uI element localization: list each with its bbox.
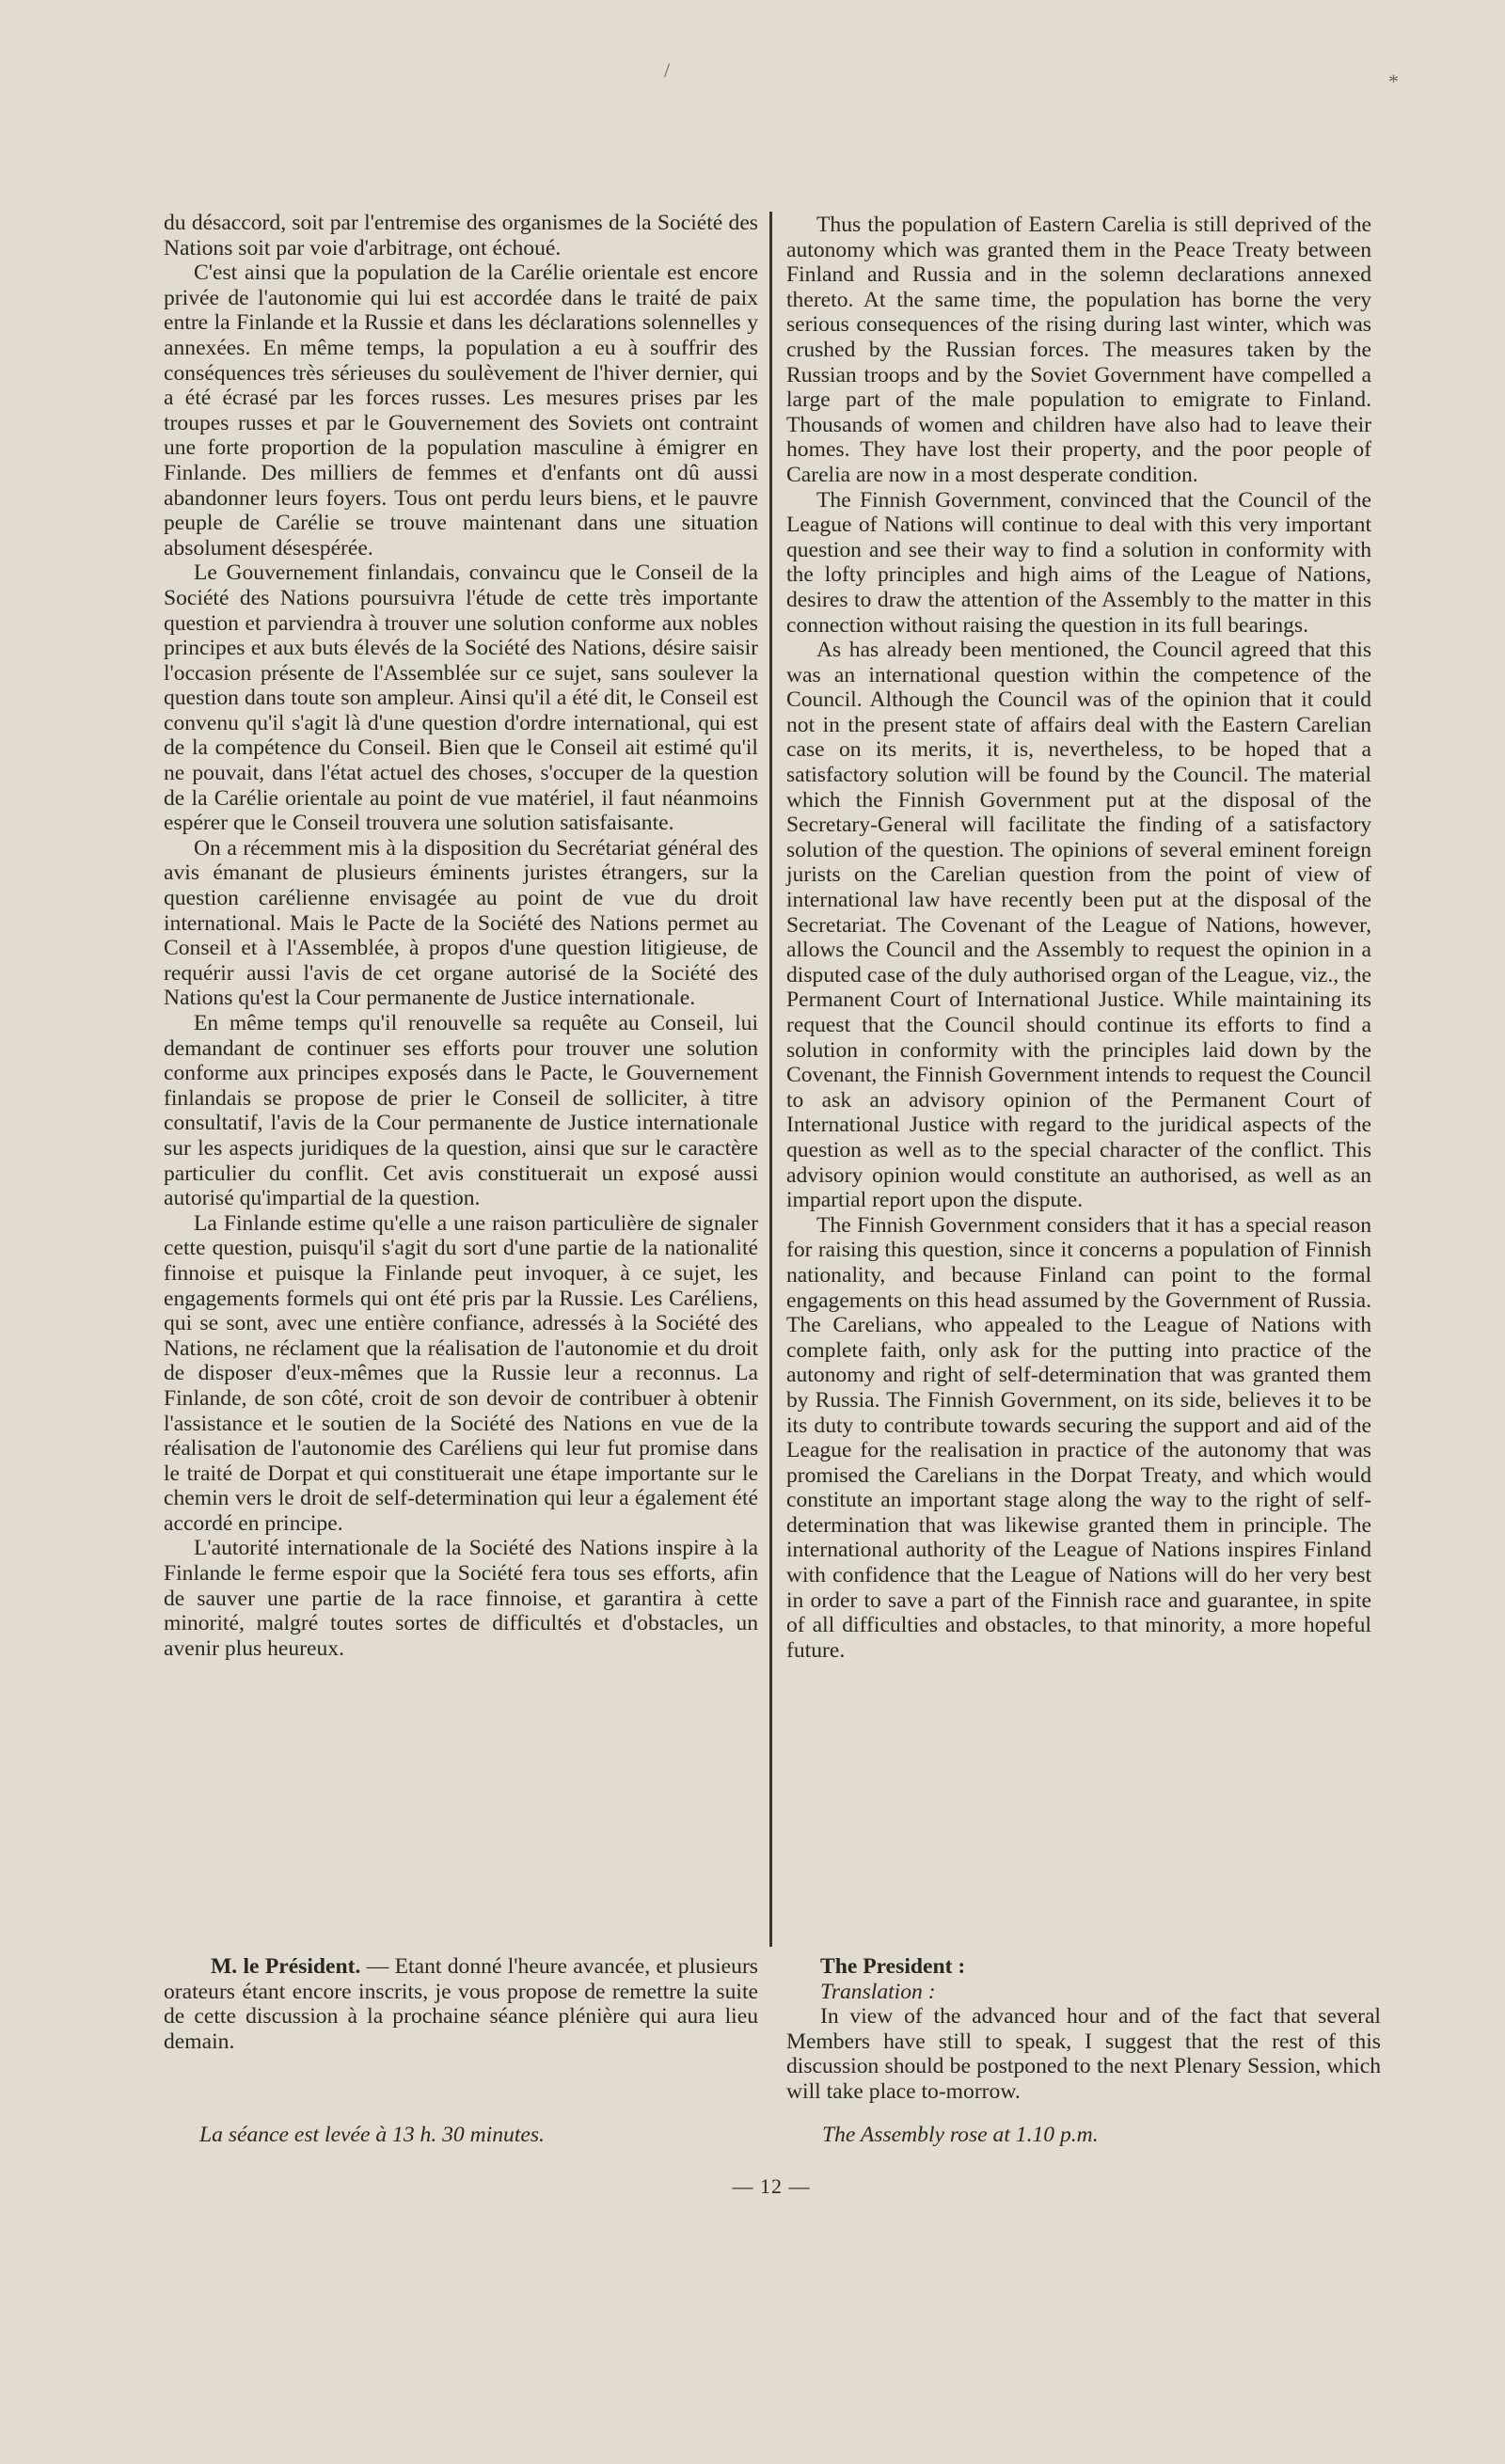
fr-paragraph: L'autorité internationale de la Société des Nations inspire à la Finlande le ferme espoir que la Société fera tous ses efforts, afin de sauver une partie de la race finnoise, et garantira à cette minorité, malgré toutes sortes de difficultés et d'obstacles, un avenir plus heureux. — [164, 1536, 758, 1661]
en-president-text: In view of the advanced hour and of the fact that several Members have still to speak, I suggest that the rest of this discussion should be postponed to the next Plenary Session, which will take place to-morrow. — [786, 2004, 1381, 2104]
fr-paragraph: En même temps qu'il renouvelle sa requête au Conseil, lui demandant de continuer ses efforts pour trouver une solution conforme aux principes exposés dans le Pacte, le Gouvernement finlandais se propose de prier le Conseil de solliciter, à titre consultatif, l'avis de la Cour permanente de Justice internationale sur les aspects juridiques de la question, ainsi que sur le caractère particulier du conflit. Cet avis constituerait un exposé aussi autorisé qu'impartial de la question. — [164, 1011, 758, 1211]
translation-label: Translation : — [820, 1979, 936, 2004]
fr-president-remark — [164, 1954, 758, 2054]
en-paragraph: As has already been mentioned, the Council agreed that this was an international question within the competence of the Council. Although the Council was of the opinion that it could not in the present state of affairs deal with the Eastern Carelian case on its merits, it is, nevertheless, to be hoped that a satisfactory solution will be found by the Council. The material which the Finnish Government put at the disposal of the Secretary-General will facilitate the finding of a satisfactory solution of the question. The opinions of several eminent foreign jurists on the Carelian question from the point of view of international law have recently been put at the disposal of the Secretariat. The Covenant of the League of Nations, however, allows the Council and the Assembly to request the opinion in a disputed case of the duly authorised organ of the League, viz., the Permanent Court of International Justice. While maintaining its request that the Council should continue its efforts to find a solution in conformity with the principles laid down by the Covenant, the Finnish Government intends to request the Council to ask an advisory opinion of the Permanent Court of International Justice with regard to the juridical aspects of the question as well as to the special character of the conflict. This advisory opinion would constitute an authorised, as well as an impartial report upon the dispute. — [786, 638, 1371, 1213]
fr-paragraph: Le Gouvernement finlandais, convaincu que le Conseil de la Société des Nations poursuivra l'étude de cette très importante question et parviendra à trouver une solution conforme aux nobles principes et aux buts élevés de la Société des Nations, désire saisir l'occasion présente de l'Assemblée sur ce sujet, sans soulever la question dans toute son ampleur. Ainsi qu'il a été dit, le Conseil est convenu qu'il s'agit là d'une question d'ordre international, qui est de la compétence du Conseil. Bien que le Conseil ait estimé qu'il ne pouvait, dans l'état actuel des choses, s'occuper de la question de la Carélie orientale au point de vue matériel, il faut néanmoins espérer que le Conseil trouvera une solution satisfaisante. — [164, 561, 758, 836]
fr-paragraph: La Finlande estime qu'elle a une raison particulière de signaler cette question, puisqu'il s'agit du sort d'une partie de la nationalité finnoise et puisque la Finlande peut invoquer, à ce sujet, les engagements formels qui ont été pris par la Russie. Les Caréliens, qui se sont, avec une entière confiance, adressés à la Société des Nations, ne réclament que la réalisation de l'autonomie et du droit de disposer d'eux-mêmes que la Russie leur a reconnus. La Finlande, de son côté, croit de son devoir de contribuer à obtenir l'assistance et le soutien de la Société des Nations en vue de la réalisation de l'autonomie des Caréliens qui leur fut promise dans le traité de Dorpat et qui constituerait une étape importante sur le chemin vers le droit de self-determination qui leur a également été accordé en principe. — [164, 1210, 758, 1536]
fr-speaker: M. le Président. — [211, 1954, 361, 1979]
corner-mark: * — [1388, 70, 1399, 93]
fr-adjournment: La séance est levée à 13 h. 30 minutes. — [199, 2123, 545, 2147]
en-adjournment: The Assembly rose at 1.10 p.m. — [822, 2123, 1099, 2147]
en-paragraph: Thus the population of Eastern Carelia is still deprived of the autonomy which was granted them in the Peace Treaty between Finland and Russia and in the solemn declarations annexed thereto. At the same time, the population has borne the very serious consequences of the rising during last winter, which was crushed by the Russian forces. The measures taken by the Russian troops and by the Soviet Government have compelled a large part of the male population to emigrate to Finland. Thousands of women and children have also had to leave their homes. They have lost their property, and the poor people of Carelia are now in a most desperate condition. — [786, 213, 1371, 487]
fr-paragraph: On a récemment mis à la disposition du Secrétariat général des avis émanant de plusieurs éminents juristes étrangers, sur la question carélienne envisagée au point de vue du droit international. Mais le Pacte de la Société des Nations permet au Conseil et à l'Assemblée, à propos d'une question litigieuse, de requérir aussi l'avis de cet organe autorisé de la Société des Nations qu'est la Cour permanente de Justice internationale. — [164, 835, 758, 1011]
page-number: — 12 — — [732, 2174, 811, 2198]
french-column — [164, 211, 758, 1661]
en-paragraph: The Finnish Government considers that it has a special reason for raising this question, since it concerns a population of Finnish nationality, and because Finland can point to the formal engagements on this head assumed by the Government of Russia. The Carelians, who appealed to the League of Nations with complete faith, only ask for the putting into practice of the autonomy and right of self-determination that was granted them by Russia. The Finnish Government, on its side, believes it to be its duty to contribute towards securing the support and aid of the League for the realisation in practice of the autonomy that was promised the Carelians in the Dorpat Treaty, and which would constitute an important stage along the way to the right of self-determination that was likewise granted them in principle. The international authority of the League of Nations inspires Finland with confidence that the League of Nations will do her very best in order to save a part of the Finnish race and guarantee, in spite of all difficulties and obstacles, to that minority, a more hopeful future. — [786, 1212, 1371, 1663]
stray-mark: / — [664, 58, 671, 82]
fr-president-text: — Etant donné l'heure avancée, et plusieurs orateurs étant encore inscrits, je vous propose de remettre la suite de cette discussion à la prochaine séance plénière qui aura lieu demain. — [164, 1954, 758, 2054]
fr-paragraph: C'est ainsi que la population de la Carélie orientale est encore privée de l'autonomie qui lui est accordée dans le traité de paix entre la Finlande et la Russie et dans les déclarations solennelles y annexées. En même temps, la population a eu à souffrir des conséquences très sérieuses du soulèvement de l'hiver dernier, qui a été écrasé par les forces russes. Les mesures prises par les troupes russes et par le Gouvernement des Soviets ont contraint une forte proportion de la population masculine à émigrer en Finlande. Des milliers de femmes et d'enfants ont dû aussi abandonner leurs foyers. Tous ont perdu leurs biens, et le pauvre peuple de Carélie se trouve maintenant dans une situation absolument désespérée. — [164, 261, 758, 561]
en-speaker: The President : — [820, 1954, 966, 1979]
column-divider — [769, 212, 772, 1947]
en-paragraph: The Finnish Government, convinced that the Council of the League of Nations will continue to deal with this very important question and see their way to find a solution in conformity with the lofty principles and high aims of the League of Nations, desires to draw the attention of the Assembly to the matter in this connection without raising the question in its full bearings. — [786, 487, 1371, 638]
english-column — [786, 213, 1371, 1663]
fr-paragraph: du désaccord, soit par l'entremise des organismes de la Société des Nations soit par voie d'arbitrage, ont échoué. — [164, 211, 758, 261]
english-closing — [786, 1954, 1381, 2105]
french-closing — [164, 1954, 758, 2054]
